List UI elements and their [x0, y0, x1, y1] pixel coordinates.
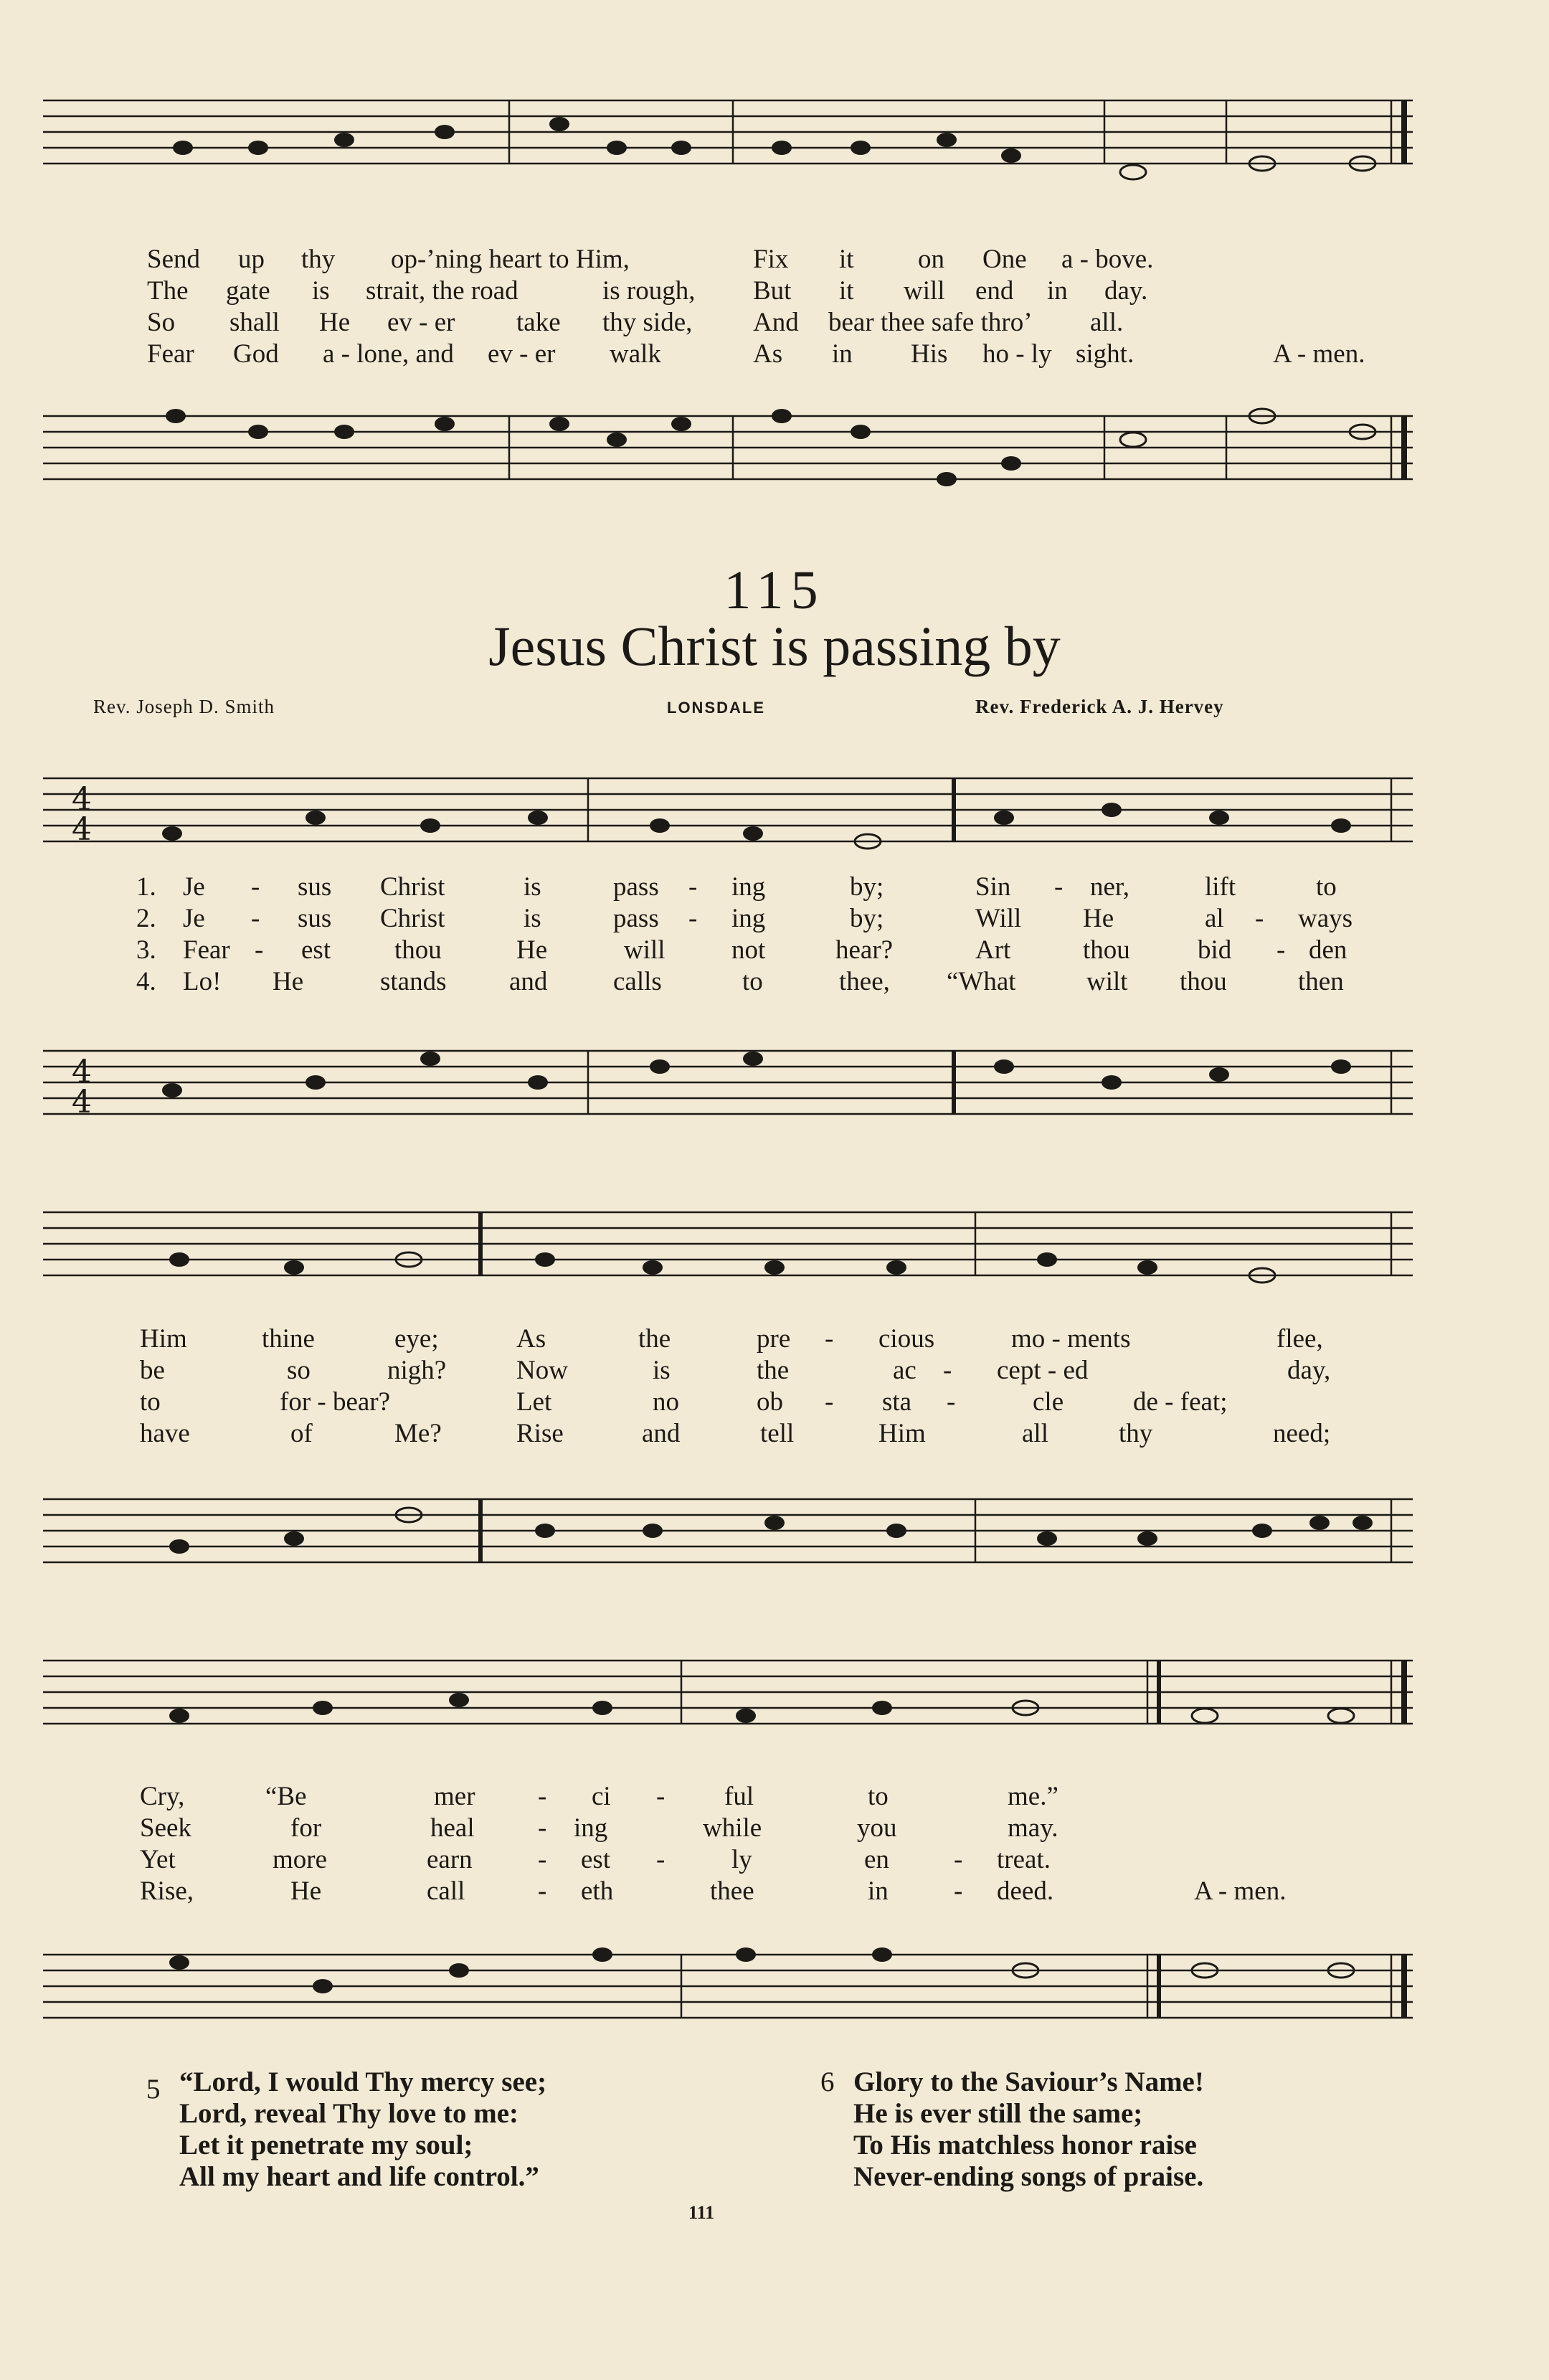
lyric: eye;: [394, 1324, 439, 1354]
treble-staff: [43, 100, 1413, 164]
lyric: is: [524, 872, 541, 902]
lyric: and: [642, 1419, 681, 1448]
lyric: op-’ning heart to Him,: [391, 245, 630, 274]
lyric: He: [1083, 904, 1114, 933]
lyric: heal: [430, 1813, 475, 1843]
lyric: mer: [434, 1782, 475, 1811]
lyric: in: [1047, 276, 1068, 306]
verse-3-line: [43, 1387, 1413, 1418]
lyric: -: [538, 1876, 547, 1906]
lyric: -: [825, 1324, 834, 1354]
top-system: [43, 100, 1413, 502]
lyric: ly: [731, 1845, 752, 1874]
lyric: bid: [1198, 935, 1232, 965]
lyric: Seek: [140, 1813, 191, 1843]
lyric: sus: [298, 872, 332, 902]
verse-5-number: 5: [146, 2074, 161, 2105]
verse-3-line: [43, 935, 1413, 966]
lyric: tell: [760, 1419, 795, 1448]
lyric: But: [753, 276, 792, 306]
lyric: earn: [427, 1845, 473, 1874]
lyric: -: [947, 1387, 956, 1417]
lyric: mo - ments: [1011, 1324, 1131, 1354]
bass-staff: [43, 1499, 1413, 1562]
verse-6-line: To His matchless honor raise: [853, 2130, 1197, 2161]
lyric: end: [975, 276, 1014, 306]
verse-4-line: [43, 1876, 1413, 1907]
verse-5-line: “Lord, I would Thy mercy see;: [179, 2067, 547, 2097]
svg-text:4: 4: [72, 1084, 92, 1120]
lyric: more: [273, 1845, 328, 1874]
lyric: Him: [878, 1419, 926, 1448]
lyric: thee,: [839, 967, 890, 996]
lyric: “What: [947, 967, 1016, 996]
treble-staff-lines: [43, 1661, 1413, 1724]
treble-staff: [43, 1661, 1413, 1724]
lyric: A - men.: [1194, 1876, 1287, 1906]
lyric: thy: [1119, 1419, 1153, 1448]
lyric: est: [301, 935, 331, 965]
lyric: sight.: [1076, 339, 1134, 369]
lyric: thine: [262, 1324, 315, 1354]
lyric: pass: [613, 872, 659, 902]
lyric: Christ: [380, 872, 445, 902]
lyric: Rise,: [140, 1876, 194, 1906]
lyric: of: [290, 1419, 313, 1448]
page-number: 111: [688, 2202, 715, 2223]
lyric: -: [656, 1845, 665, 1874]
lyric: ev - er: [488, 339, 556, 369]
lyric: to: [868, 1782, 889, 1811]
lyric: ob: [757, 1387, 783, 1417]
lyric: Sin: [975, 872, 1011, 902]
bass-staff-lines: [43, 416, 1413, 479]
lyric: Lo!: [183, 967, 222, 996]
verse-6: [820, 2066, 1204, 2192]
lyric: is: [312, 276, 330, 306]
lyric: not: [731, 935, 766, 965]
lyric: Rise: [516, 1419, 564, 1448]
verse-5-line: All my heart and life control.”: [179, 2161, 539, 2192]
lyric: you: [857, 1813, 897, 1843]
lyric: -: [1276, 935, 1286, 965]
lyric: calls: [613, 967, 662, 996]
system-3: [43, 1661, 1413, 2019]
hymn-114-line-3: [43, 307, 1413, 339]
verse-2-line: [43, 1355, 1413, 1387]
lyric: And: [753, 308, 799, 337]
lyric: Fear: [183, 935, 230, 965]
lyric: ful: [724, 1782, 754, 1811]
lyric: hear?: [835, 935, 894, 965]
lyric: shall: [229, 308, 280, 337]
verse-1-line: [43, 1323, 1413, 1355]
verse-4-line: [43, 1418, 1413, 1450]
verse-2-line: [43, 1813, 1413, 1844]
lyric: the: [757, 1356, 790, 1385]
lyric: Christ: [380, 904, 445, 933]
verse-number: 3.: [136, 935, 156, 965]
lyric: Fear: [147, 339, 194, 369]
lyric: He: [290, 1876, 322, 1906]
bass-staff: [43, 1051, 1413, 1120]
lyric: it: [839, 245, 854, 274]
treble-staff: [43, 1212, 1413, 1275]
lyric: thy side,: [602, 308, 693, 337]
lyric: ho - ly: [982, 339, 1052, 369]
hymn-credits: [0, 696, 1549, 724]
lyric: to: [1316, 872, 1337, 902]
treble-staff-lines: [43, 1212, 1413, 1275]
lyric: His: [911, 339, 948, 369]
lyric: -: [954, 1845, 963, 1874]
lyric: take: [516, 308, 561, 337]
verse-4-line: [43, 966, 1413, 998]
lyric: -: [538, 1813, 547, 1843]
lyric: ways: [1298, 904, 1353, 933]
lyric: up: [238, 245, 265, 274]
lyric: day,: [1287, 1356, 1331, 1385]
verse-1-line: [43, 872, 1413, 903]
verse-3-line: [43, 1844, 1413, 1876]
verse-6-line: Glory to the Saviour’s Name!: [853, 2067, 1204, 2097]
verse-5-line: Let it penetrate my soul;: [179, 2130, 473, 2161]
lyric: Art: [975, 935, 1011, 965]
lyric: nigh?: [387, 1356, 447, 1385]
author-credit: Rev. Joseph D. Smith: [93, 696, 275, 717]
lyric: -: [255, 935, 264, 965]
lyric: in: [832, 339, 853, 369]
lyric: no: [653, 1387, 679, 1417]
lyric: Let: [516, 1387, 552, 1417]
lyric: may.: [1008, 1813, 1058, 1843]
lyric: thou: [1083, 935, 1130, 965]
lyric: est: [581, 1845, 611, 1874]
lyric: on: [918, 245, 944, 274]
lyric: -: [954, 1876, 963, 1906]
lyric: -: [825, 1387, 834, 1417]
lyric: -: [538, 1845, 547, 1874]
lyric: As: [753, 339, 783, 369]
bass-staff-lines: [43, 1499, 1413, 1562]
lyric: en: [864, 1845, 889, 1874]
lyric: Je: [183, 872, 205, 902]
lyric: ev - er: [387, 308, 455, 337]
lyric: thou: [394, 935, 442, 965]
composer-credit: Rev. Frederick A. J. Hervey: [975, 696, 1224, 717]
lyric: eth: [581, 1876, 614, 1906]
lyric: flee,: [1276, 1324, 1323, 1354]
lyric: is: [524, 904, 541, 933]
lyric: will: [624, 935, 665, 965]
hymn-114-line-2: [43, 275, 1413, 307]
lyric: thee: [710, 1876, 754, 1906]
lyric: -: [688, 904, 698, 933]
lyric: me.”: [1008, 1782, 1058, 1811]
lyric: deed.: [997, 1876, 1054, 1906]
lyric: call: [427, 1876, 465, 1906]
lyric: Je: [183, 904, 205, 933]
lyric: while: [703, 1813, 762, 1843]
lyric: -: [1255, 904, 1264, 933]
lyric: cle: [1033, 1387, 1064, 1417]
lyric: for - bear?: [280, 1387, 391, 1417]
lyric: Will: [975, 904, 1022, 933]
lyric: -: [251, 904, 260, 933]
lyric: sta: [882, 1387, 912, 1417]
lyric: is: [653, 1356, 671, 1385]
lyric: walk: [610, 339, 661, 369]
lyric: sus: [298, 904, 332, 933]
lyric: thy: [301, 245, 336, 274]
hymn-114-line-4: [43, 339, 1413, 370]
lyric: -: [688, 872, 698, 902]
verse-6-line: Never-ending songs of praise.: [853, 2161, 1204, 2192]
lyric: He: [516, 935, 548, 965]
lyric: cious: [878, 1324, 935, 1354]
verse-6-number: 6: [820, 2067, 835, 2097]
lyric: by;: [850, 904, 884, 933]
svg-text:4: 4: [72, 811, 92, 848]
svg-text:4: 4: [72, 1054, 92, 1090]
lyric: So: [147, 308, 176, 337]
lyric: One: [982, 245, 1027, 274]
lyric: ing: [731, 872, 766, 902]
lyric: ing: [574, 1813, 608, 1843]
lyric: God: [233, 339, 279, 369]
lyric: -: [538, 1782, 547, 1811]
lyric: have: [140, 1419, 190, 1448]
lyric: all: [1022, 1419, 1048, 1448]
verse-2-line: [43, 903, 1413, 935]
lyric: to: [742, 967, 763, 996]
bass-staff: [43, 1955, 1413, 2018]
lyric: ing: [731, 904, 766, 933]
lyric: day.: [1104, 276, 1148, 306]
verse-5: [146, 2066, 547, 2192]
lyric: is rough,: [602, 276, 696, 306]
lyric: He: [319, 308, 351, 337]
svg-text:4: 4: [72, 781, 92, 818]
lyric: thou: [1180, 967, 1227, 996]
lyric: lift: [1205, 872, 1236, 902]
verse-number: 2.: [136, 904, 156, 933]
lyric: by;: [850, 872, 884, 902]
lyric: will: [904, 276, 945, 306]
lyric: ci: [592, 1782, 611, 1811]
lyric: treat.: [997, 1845, 1051, 1874]
lyric: “Be: [265, 1782, 307, 1811]
verse-number: 1.: [136, 872, 156, 902]
lyric: gate: [226, 276, 270, 306]
lyric: A - men.: [1273, 339, 1365, 369]
tune-name: LONSDALE: [667, 699, 765, 717]
bass-staff-lines: [43, 1051, 1413, 1120]
lyric: As: [516, 1324, 546, 1354]
hymn-number: 115: [724, 560, 825, 620]
lyric: Cry,: [140, 1782, 185, 1811]
lyric: a - lone, and: [323, 339, 454, 369]
lyric: den: [1309, 935, 1347, 965]
lyric: need;: [1273, 1419, 1331, 1448]
verse-number: 4.: [136, 967, 156, 996]
lyric: Send: [147, 245, 200, 274]
system-1: [43, 778, 1413, 1123]
verse-1-line: [43, 1781, 1413, 1813]
treble-staff-lines: [43, 100, 1413, 164]
lyric: ac: [893, 1356, 916, 1385]
bass-staff: [43, 416, 1413, 479]
system-2: [43, 1212, 1413, 1571]
lyric: wilt: [1086, 967, 1128, 996]
lyric: Fix: [753, 245, 789, 274]
lyric: cept - ed: [997, 1356, 1089, 1385]
lyric: the: [638, 1324, 671, 1354]
lyric: Yet: [140, 1845, 176, 1874]
lyric: in: [868, 1876, 889, 1906]
lyric: pre: [757, 1324, 791, 1354]
lyric: then: [1298, 967, 1344, 996]
verse-6-line: He is ever still the same;: [853, 2098, 1143, 2129]
lyric: so: [287, 1356, 311, 1385]
verse-5-line: Lord, reveal Thy love to me:: [179, 2098, 518, 2129]
hymn-title: Jesus Christ is passing by: [488, 615, 1061, 677]
lyric: -: [656, 1782, 665, 1811]
lyric: The: [147, 276, 189, 306]
lyric: -: [943, 1356, 952, 1385]
treble-staff-lines: [43, 778, 1413, 848]
lyric: -: [1054, 872, 1064, 902]
lyric: stands: [380, 967, 447, 996]
lyric: He: [273, 967, 304, 996]
lyric: Now: [516, 1356, 568, 1385]
lyric: Him: [140, 1324, 187, 1354]
bass-staff-lines: [43, 1955, 1413, 2018]
lyric: all.: [1090, 308, 1124, 337]
lyric: strait, the road: [366, 276, 518, 306]
lyric: pass: [613, 904, 659, 933]
lyric: -: [251, 872, 260, 902]
lyric: ner,: [1090, 872, 1130, 902]
lyric: to: [140, 1387, 161, 1417]
lyric: be: [140, 1356, 165, 1385]
lyric: al: [1205, 904, 1224, 933]
hymn-114-line-1: [43, 244, 1413, 275]
lyric: a - bove.: [1061, 245, 1154, 274]
treble-staff: [43, 778, 1413, 848]
lyric: and: [509, 967, 548, 996]
lyric: bear thee safe thro’: [828, 308, 1033, 337]
lyric: it: [839, 276, 854, 306]
lyric: de - feat;: [1133, 1387, 1228, 1417]
lyric: Me?: [394, 1419, 442, 1448]
lyric: for: [290, 1813, 322, 1843]
